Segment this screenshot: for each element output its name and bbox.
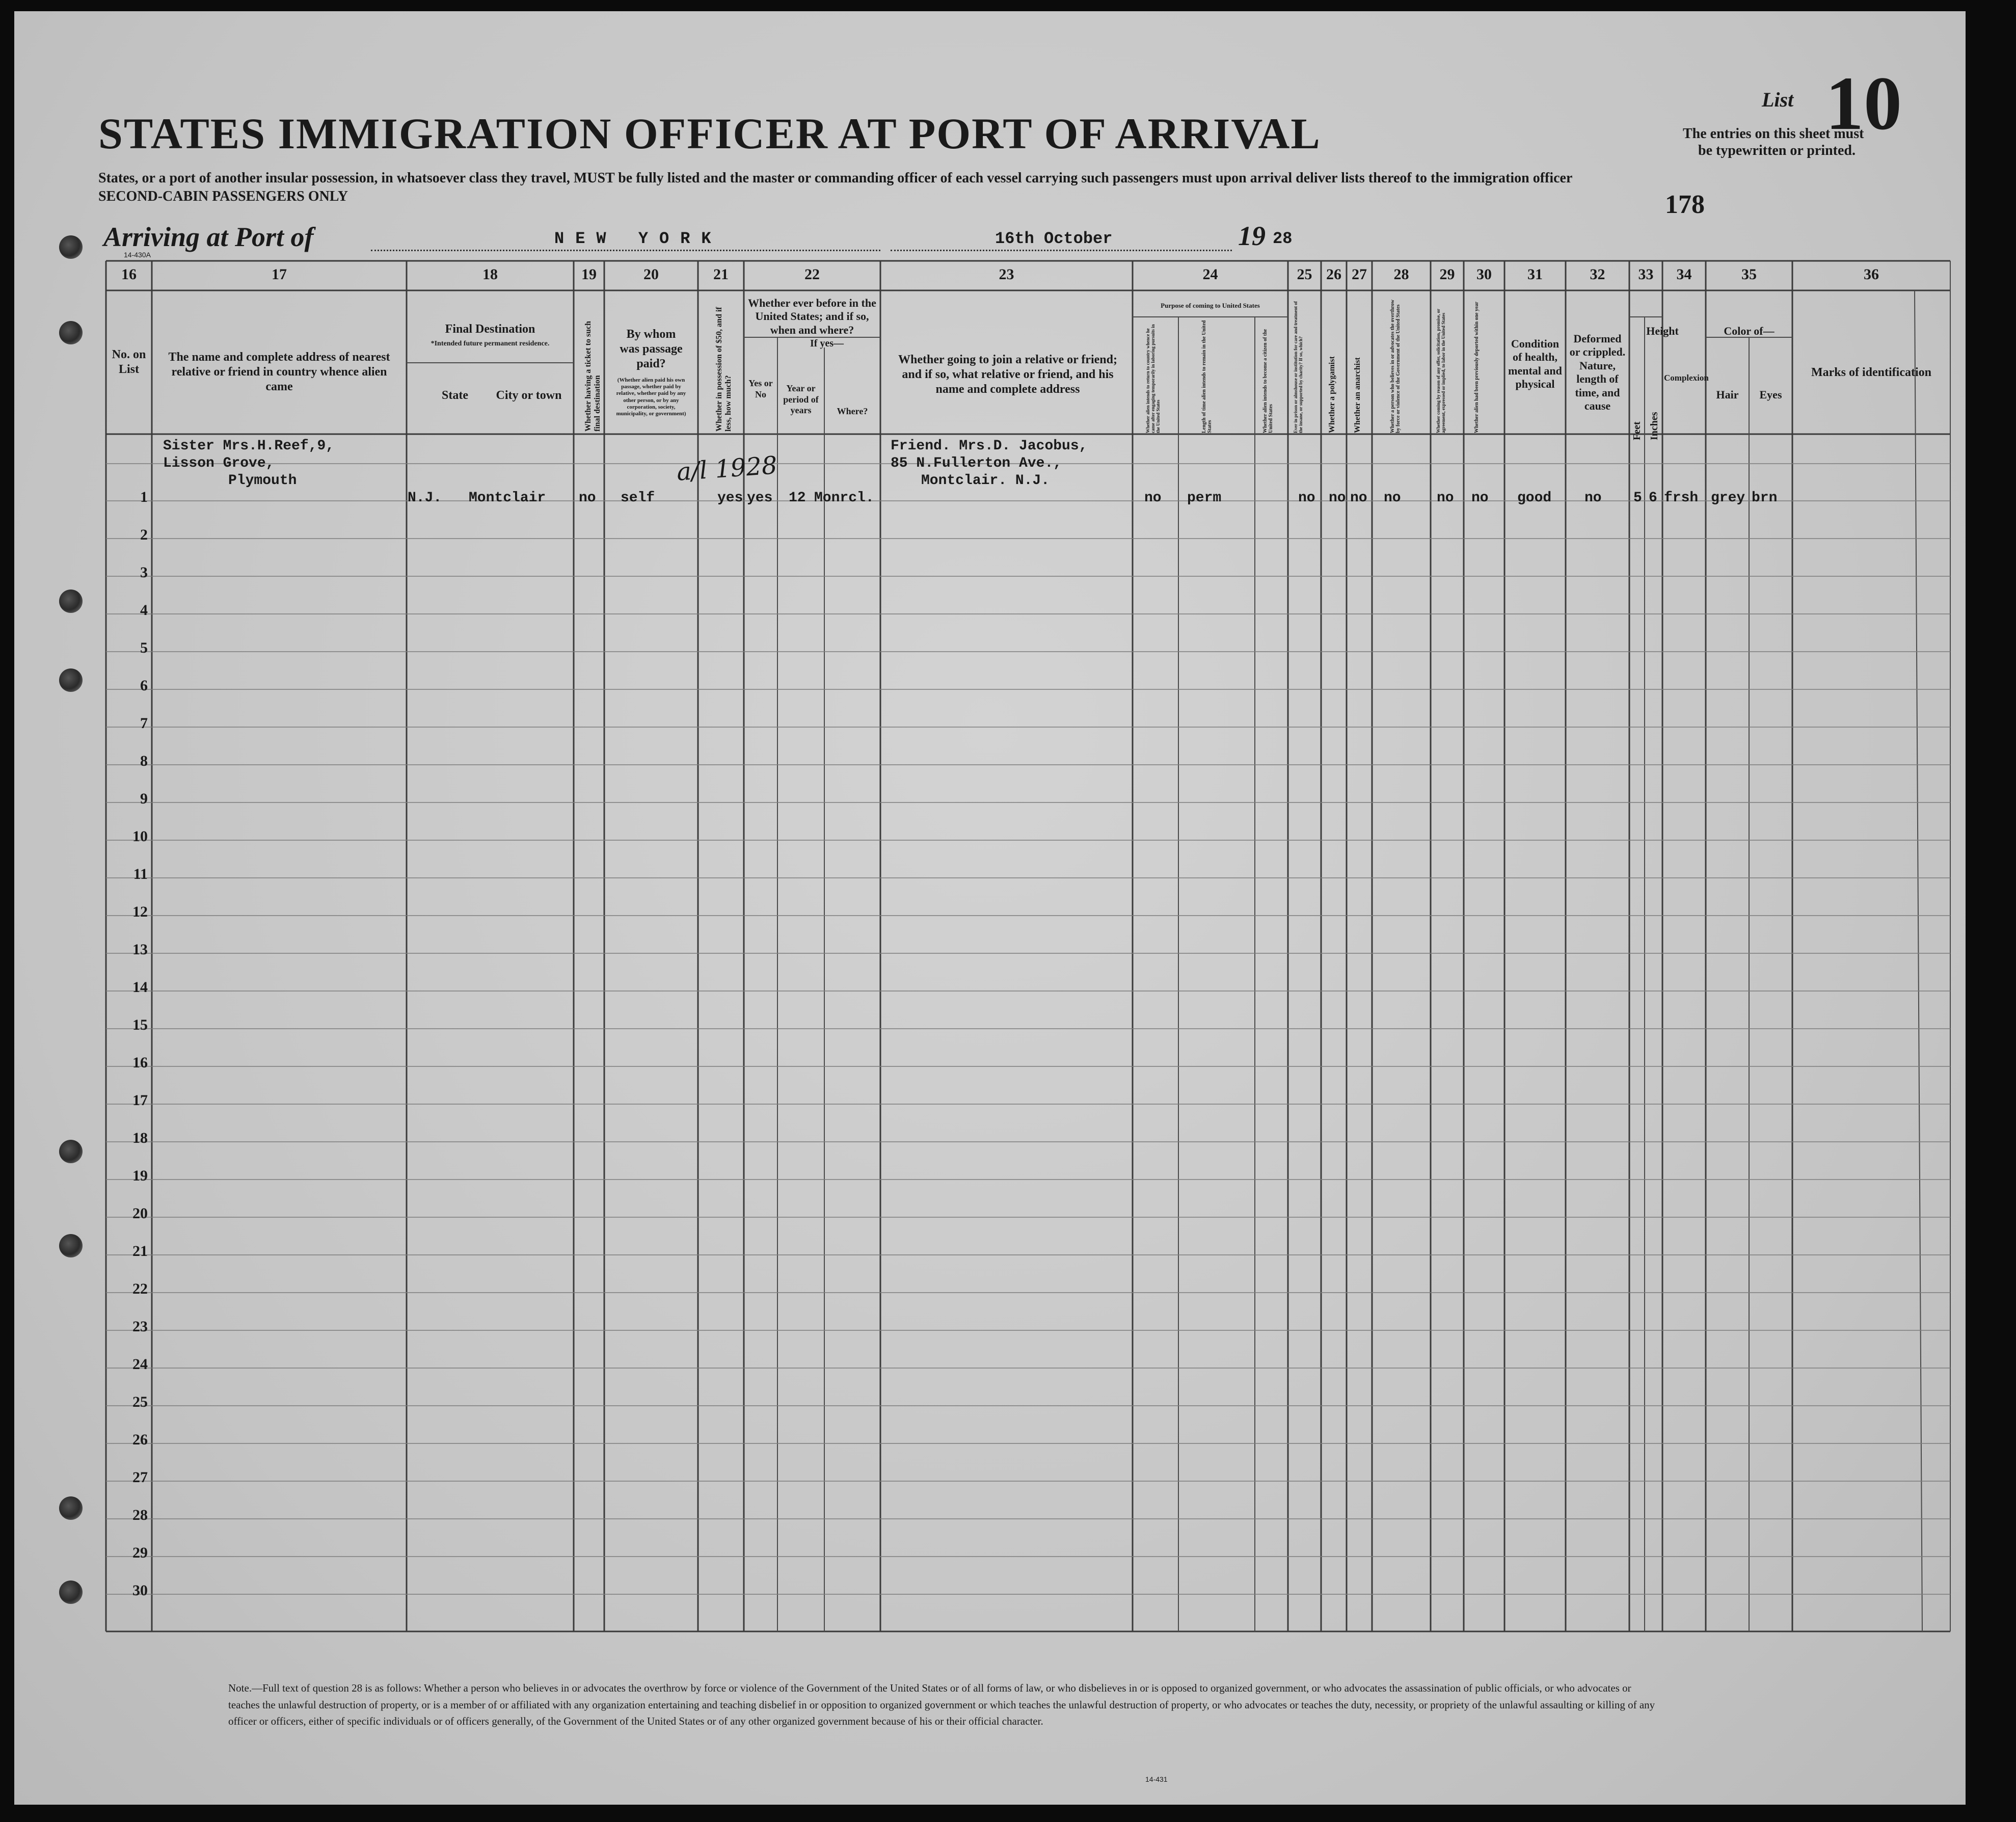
page-number: 178 <box>1665 190 1705 219</box>
header-hair: Hair <box>1716 388 1739 401</box>
list-label: List <box>1762 88 1794 111</box>
column-number: 19 <box>581 266 597 283</box>
header-height: Height <box>1646 325 1679 337</box>
header-citizen: Whether alien intends to become a citizen of the United States <box>1262 329 1274 433</box>
years-value: 12 <box>789 490 806 506</box>
header-color-of: Color of— <box>1724 325 1775 337</box>
header-final-destination: Final Destination <box>445 323 535 336</box>
header-city: City or town <box>496 389 562 402</box>
column-number: 18 <box>482 266 498 283</box>
relative-street: Lisson Grove, <box>163 456 275 471</box>
column-number: 30 <box>1476 266 1492 283</box>
height-inches-value: 6 <box>1649 490 1657 506</box>
column-number: 24 <box>1202 266 1218 283</box>
height-feet-value: 5 <box>1633 490 1642 506</box>
arrival-date: 16th October <box>995 229 1113 248</box>
column-number: 35 <box>1741 266 1757 283</box>
arrival-port: NEW YORK <box>554 229 722 248</box>
column-number: 29 <box>1439 266 1455 283</box>
row-number: 11 <box>133 866 148 882</box>
header-final-destination-note: *Intended future permanent residence. <box>431 340 550 347</box>
header-passage-paid: By whom was passage paid? <box>620 328 683 370</box>
year-suffix: 28 <box>1273 229 1293 248</box>
row-number: 24 <box>132 1356 148 1373</box>
row-number: 8 <box>140 753 148 769</box>
relative-town: Plymouth <box>228 473 297 489</box>
column-number: 28 <box>1393 266 1409 283</box>
column-number: 23 <box>999 266 1014 283</box>
row-number: 12 <box>132 903 148 920</box>
column-number: 20 <box>643 266 659 283</box>
header-state: State <box>442 389 468 402</box>
header-feet: Feet <box>1631 421 1643 440</box>
row-number: 7 <box>140 715 148 732</box>
row-number: 3 <box>140 564 148 581</box>
header-polygamist: Whether a polygamist <box>1328 356 1336 433</box>
header-return-country: Whether alien intends to return to country whence he came after engaging temporarily in laboring pursuits in the United States <box>1145 324 1161 433</box>
row-number: 18 <box>132 1130 148 1146</box>
row-number: 28 <box>132 1507 148 1523</box>
row-number: 9 <box>140 790 148 807</box>
column-number: 36 <box>1864 266 1879 283</box>
header-yes-no: Yes or No <box>748 378 773 399</box>
footer-note: Note.—Full text of question 28 is as follows: Whether a person who believes in or advocates the overthrow by force or violence of the Government of the United States or of all forms of law, or who disbelieves in or is opposed to organized government, or who advocates the assassination of public officials, or who advocates or teaches the unlawful destruction of property, or is a member of or affiliated with any organization entertaining and teaching disbelief in or opposition to organized government or which teaches the unlawful destruction of property, or who advocates or teaches the duty, necessity, or propriety of the unlawful assaulting or killing of any officer or officers, either of specific individuals or of officers generally, of the Government of the United States or of any other organized government because of his or their official character. <box>228 1682 1655 1728</box>
form-number: 14-430A <box>124 251 151 259</box>
header-years: Year or period of years <box>783 383 819 416</box>
row-number: 15 <box>132 1016 148 1033</box>
row-number: 26 <box>132 1431 148 1448</box>
header-before-in-us: Whether ever before in the United States; and if so, when and where? <box>748 297 876 336</box>
row-number: 19 <box>132 1167 148 1184</box>
header-deported: Whether alien had been previously deported within one year <box>1474 302 1480 433</box>
row-number: 23 <box>132 1318 148 1335</box>
where-value: Monrcl. <box>814 490 874 506</box>
passage-paid-value: self <box>621 490 655 506</box>
list-number: 10 <box>1825 61 1902 146</box>
header-health: Condition of health, mental and physical <box>1508 337 1562 391</box>
manifest-sheet <box>14 11 1966 1805</box>
header-prison: Ever in prison or almshouse or institution for care and treatment of the insane, or supported by charity? If so, which? <box>1293 301 1303 433</box>
prison-value: no <box>1298 490 1315 506</box>
column-number: 16 <box>121 266 137 283</box>
law-text: States, or a port of another insular possession, in whatsoever class they travel, MUST be fully listed and the master or commanding officer of each vessel carrying such passengers must upon arrival deliver lists thereof to the immigration officer <box>98 170 1573 186</box>
header-anarchist: Whether an anarchist <box>1353 357 1362 433</box>
row-number: 16 <box>132 1054 148 1071</box>
row-number: 2 <box>140 526 148 543</box>
length-of-stay-value: perm <box>1187 490 1222 506</box>
column-number: 26 <box>1326 266 1341 283</box>
row-number: 25 <box>132 1394 148 1410</box>
header-nearest-relative: The name and complete address of nearest relative or friend in country whence alien came <box>168 351 390 393</box>
footer-form-code: 14-431 <box>1145 1775 1168 1783</box>
anarchist-value: no <box>1350 490 1367 506</box>
handwritten-annotation: a/l 1928 <box>676 451 778 487</box>
column-number: 31 <box>1527 266 1543 283</box>
labor-offer-value: no <box>1437 490 1454 506</box>
row-number: 20 <box>132 1205 148 1222</box>
year-prefix: 19 <box>1238 221 1266 251</box>
deported-value: no <box>1471 490 1489 506</box>
row-number: 4 <box>140 602 148 619</box>
header-purpose: Purpose of coming to United States <box>1161 302 1260 309</box>
header-inches: Inches <box>1649 412 1660 440</box>
row-number: 30 <box>132 1582 148 1599</box>
header-join-relative: Whether going to join a relative or friend; and if so, what relative or friend, and his name and complete address <box>898 353 1117 396</box>
header-overthrow: Whether a person who believes in or advocates the overthrow by force or violence of the Government of the United States <box>1390 300 1401 433</box>
header-eyes: Eyes <box>1759 388 1782 401</box>
header-deformed: Deformed or crippled. Nature, length of time, and cause <box>1569 332 1626 412</box>
before-in-us-value: yes <box>747 490 773 506</box>
header-ticket: Whether having a ticket to such final destination <box>584 320 602 432</box>
header-length-of-stay: Length of time alien intends to remain in the United States <box>1201 320 1213 433</box>
header-where: Where? <box>837 406 868 416</box>
relative-name: Sister Mrs.H.Reef,9, <box>163 438 335 454</box>
column-number: 32 <box>1590 266 1605 283</box>
row-number: 21 <box>132 1243 148 1260</box>
header-passage-paid-note: (Whether alien paid his own passage, whether paid by relative, whether paid by any other person, or by any corporation, society, municipality, or government) <box>616 377 686 417</box>
header-complexion: Complexion <box>1664 373 1709 383</box>
column-number: 25 <box>1297 266 1312 283</box>
return-country-value: no <box>1144 490 1162 506</box>
column-number: 27 <box>1352 266 1367 283</box>
row-number: 13 <box>132 941 148 958</box>
cabin-class: SECOND-CABIN PASSENGERS ONLY <box>98 189 348 204</box>
header-if-yes: If yes— <box>810 338 844 349</box>
row-number: 1 <box>140 489 148 505</box>
header-marks: Marks of identification <box>1811 366 1931 379</box>
destination-city: Montclair <box>469 490 546 506</box>
column-number: 17 <box>272 266 287 283</box>
join-relative-street: 85 N.Fullerton Ave., <box>891 456 1062 471</box>
health-value: good <box>1517 490 1552 506</box>
header-no-on-list: No. on List <box>112 348 146 376</box>
hair-value: grey <box>1711 490 1745 506</box>
column-number: 34 <box>1676 266 1692 283</box>
row-number: 10 <box>132 828 148 845</box>
arrival-label: Arriving at Port of <box>103 222 314 252</box>
header-possession-50: Whether in possession of $50, and if less, how much? <box>715 307 733 432</box>
join-relative-town: Montclair. N.J. <box>921 473 1050 489</box>
overthrow-value: no <box>1384 490 1401 506</box>
complexion-value: frsh <box>1664 490 1699 506</box>
row-number: 22 <box>132 1280 148 1297</box>
row-number: 29 <box>132 1544 148 1561</box>
row-number: 27 <box>132 1469 148 1486</box>
destination-state: N.J. <box>408 490 442 506</box>
page-title: STATES IMMIGRATION OFFICER AT PORT OF ARRIVAL <box>98 109 1321 158</box>
header-labor-offer: Whether coming by reason of any offer, solicitation, promise, or agreement, expressed or implied, to labor in the United States <box>1436 309 1446 433</box>
deformed-value: no <box>1584 490 1602 506</box>
column-number: 33 <box>1638 266 1654 283</box>
polygamist-value: no <box>1329 490 1346 506</box>
column-number: 21 <box>713 266 729 283</box>
row-number: 5 <box>140 639 148 656</box>
join-relative-name: Friend. Mrs.D. Jacobus, <box>891 438 1088 454</box>
instructions-line-1: The entries on this sheet must <box>1683 126 1864 142</box>
eyes-value: brn <box>1752 490 1778 506</box>
row-number: 6 <box>140 677 148 694</box>
row-number: 17 <box>132 1092 148 1109</box>
row-number: 14 <box>132 979 148 996</box>
instructions-line-2: be typewritten or printed. <box>1698 143 1856 158</box>
column-number: 22 <box>804 266 820 283</box>
possession-50-value: yes <box>717 490 743 506</box>
ticket-value: no <box>579 490 596 506</box>
